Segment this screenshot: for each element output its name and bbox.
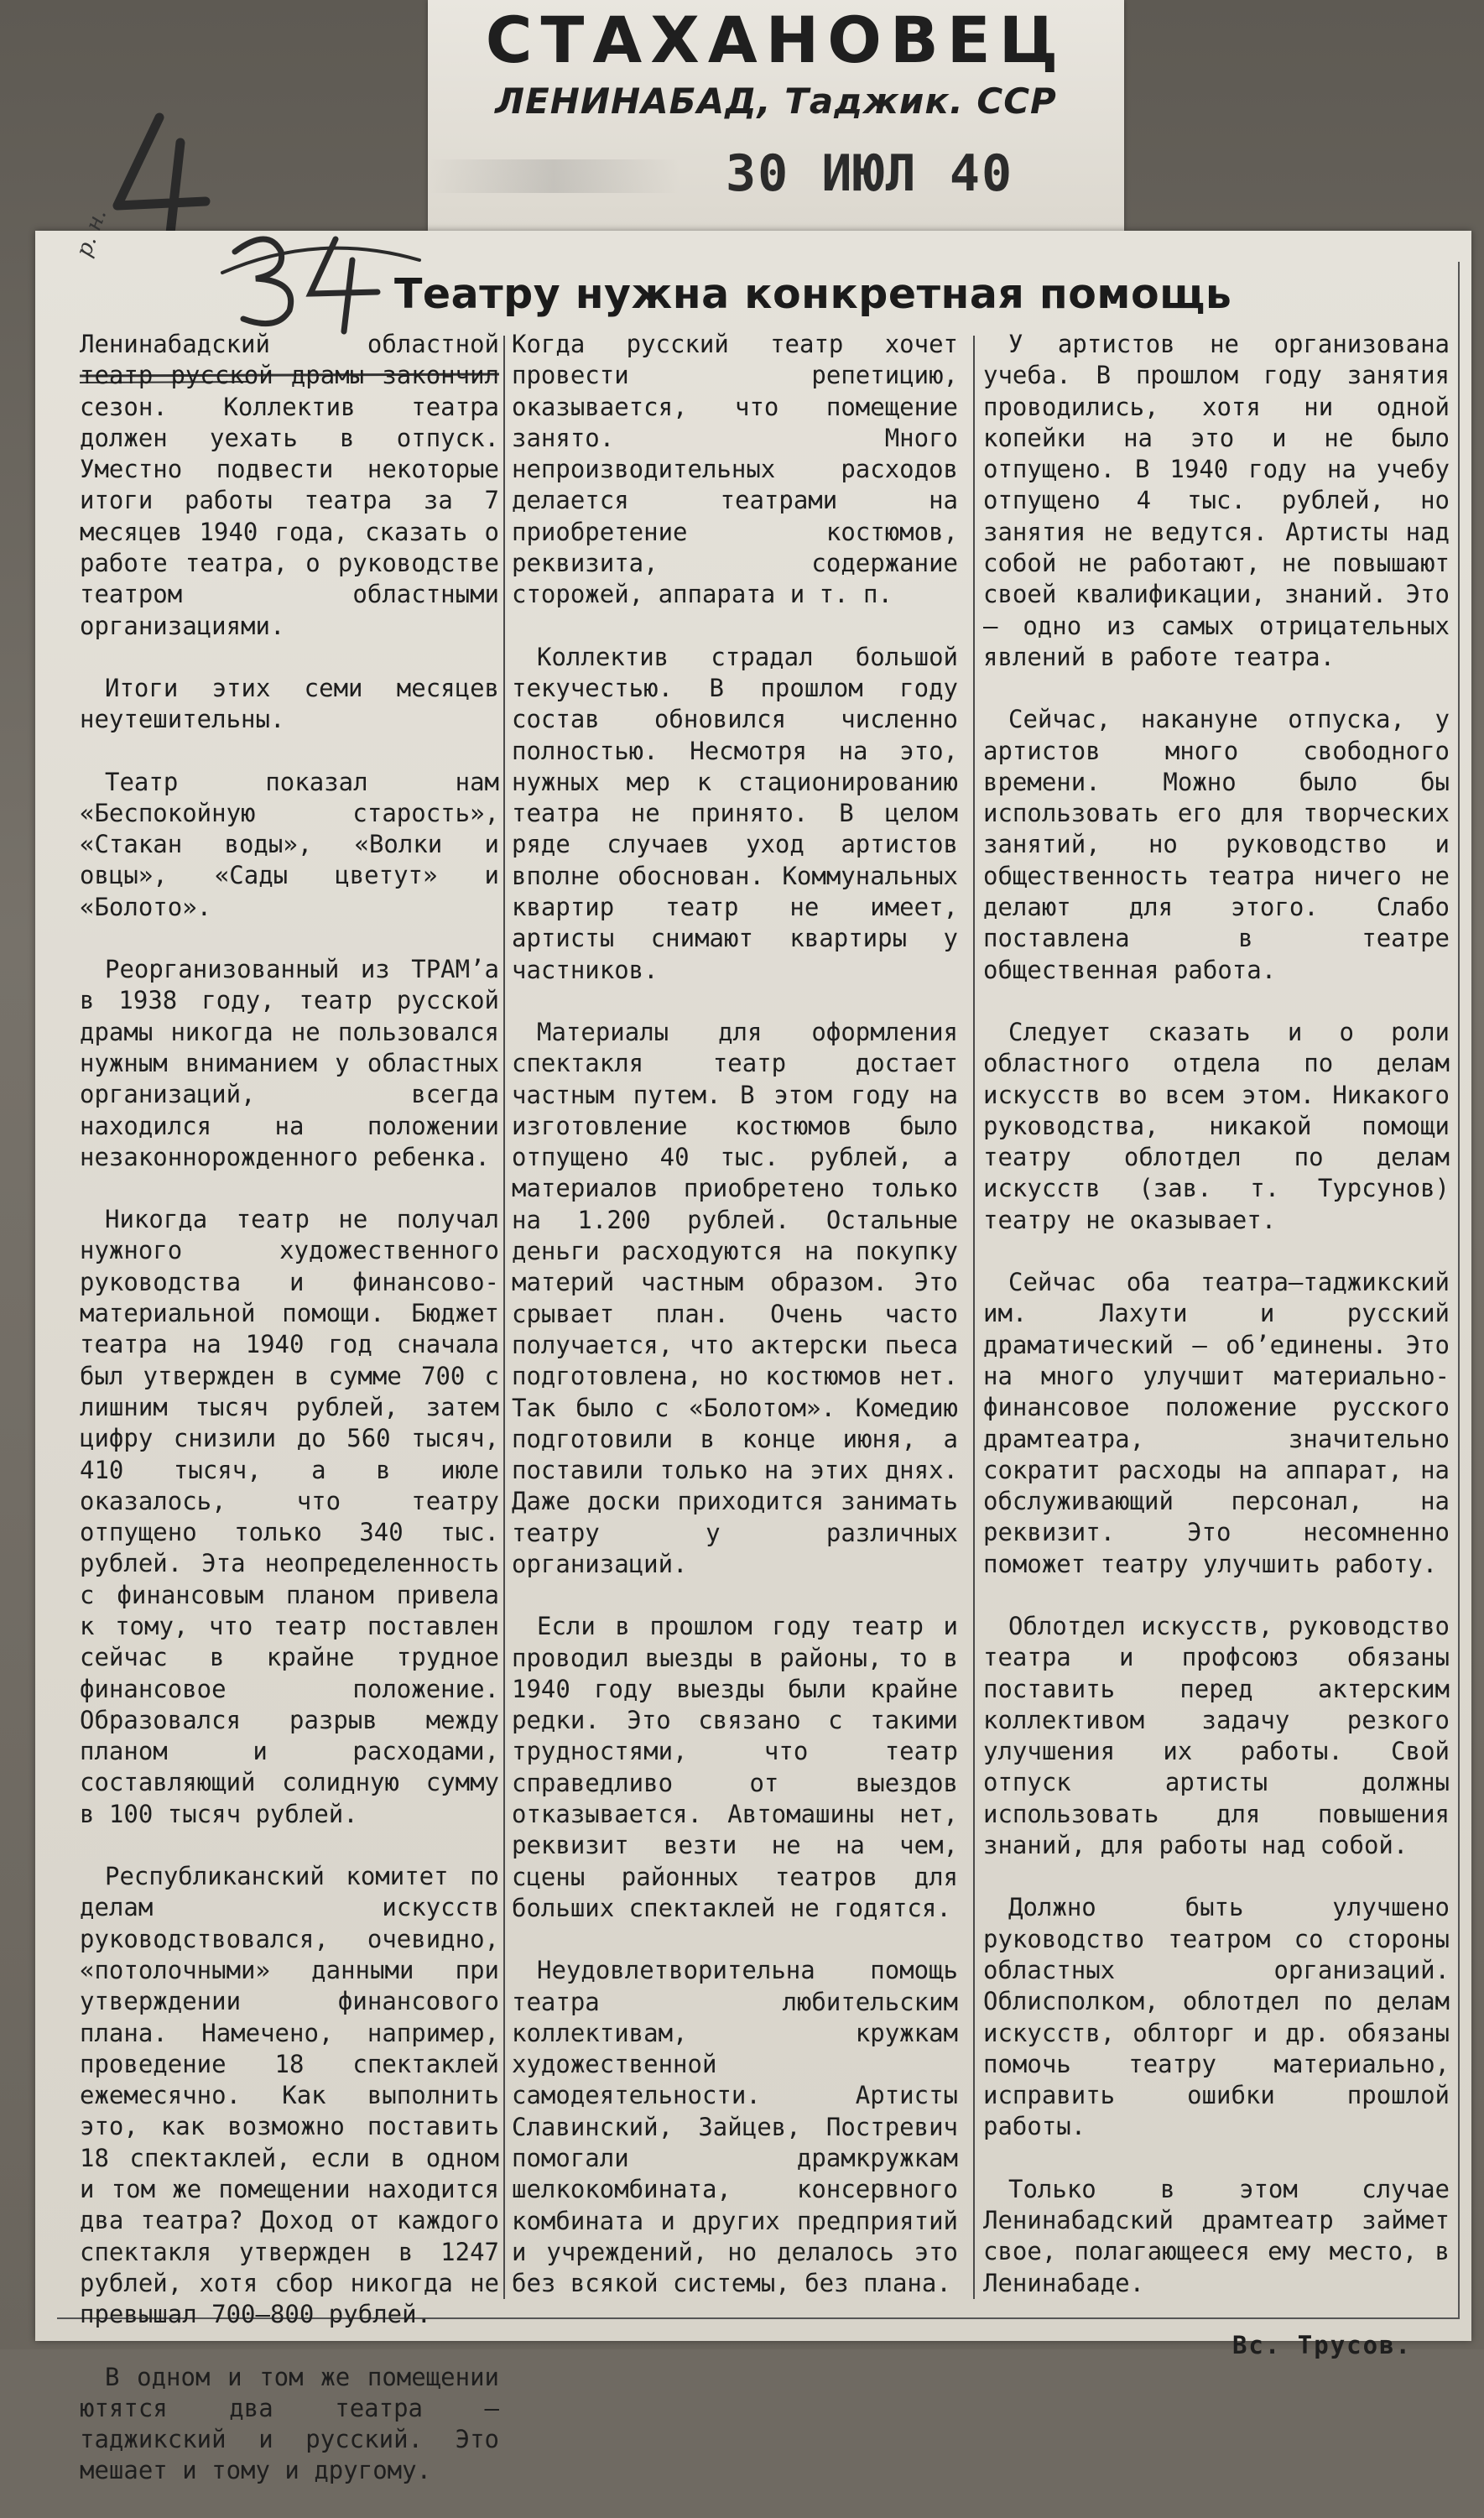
- paragraph: Театр показал нам «Беспокойную старость», «Стакан воды», «Волки и овцы», «Сады цветут» и «Болото».: [80, 767, 499, 921]
- paragraph: Если в прошлом году театр и проводил выезды в районы, то в 1940 году выезды были крайне редки. Это связано с такими трудностями, что театр справедливо от выездов отказывается. Автомашины нет, реквизит везти не на чем, сцены районных театров для больших спектаклей не годятся.: [512, 1612, 958, 1922]
- paragraph: Следует сказать и о роли областного отдела по делам искусств во всем этом. Никакого руководства, никакой помощи театру облотдел по делам искусств (зав. т. Турсунов) театру не оказывает.: [983, 1017, 1450, 1234]
- paragraph: Никогда театр не получал нужного художественного руководства и финансово-материальной помощи. Бюджет театра на 1940 год сначала был утвержден в сумме 700 с лишним тысяч рублей, затем цифру снизили до 560 тысяч, 410 тысяч, а в июле оказалось, что театру отпущено только 340 тыс. рублей. Эта неопределенность с финансовым планом привела к тому, что театр поставлен сейчас в крайне трудное финансовое положение. Образовался разрыв между планом и расходами, составляющий солидную сумму в 100 тысяч рублей.: [80, 1205, 499, 1828]
- newspaper-place: ЛЕНИНАБАД, Таджик. ССР: [495, 81, 1057, 122]
- margin-note: р. н.: [71, 205, 112, 261]
- paragraph: Реорганизованный из ТРАМ’а в 1938 году, театр русской драмы никогда не пользовался нужным вниманием у областных организаций, всегда находился на положении незаконнорожденного ребенка.: [80, 955, 499, 1171]
- author-signature: Вс. Трусов.: [1231, 2330, 1412, 2359]
- paragraph: Только в этом случае Ленинабадский драмтеатр займет свое, полагающееся ему место, в Ленинабаде.: [983, 2174, 1450, 2297]
- paragraph: Когда русский театр хочет провести репетицию, оказывается, что помещение занято. Много непроизводительных расходов делается театрами на приобретение костюмов, реквизита, содержание сторожей, аппарата и т. п.: [512, 330, 958, 609]
- paragraph: Республиканский комитет по делам искусств руководствовался, очевидно, «потолочными» данными при утверждении финансового плана. Намечено, например, проведение 18 спектаклей ежемесячно. Как выполнить это, как возможно поставить 18 спектаклей, если в одном и том же помещении находится два театра? Доход от каждого спектакля утвержден в 1247 рублей, хотя сбор никогда не превышал 700—800 рублей.: [80, 1862, 499, 2329]
- newspaper-title: СТАХАНОВЕЦ: [485, 3, 1067, 77]
- paragraph: Неудовлетворительна помощь театра любительским коллективам, кружкам художественной самодеятельности. Артисты Славинский, Зайцев, Постревич помогали драмкружкам шелкокомбината, консервного комбината и других предприятий и учреждений, но делалось это без всякой системы, без плана.: [512, 1956, 958, 2298]
- article-column-2: [512, 329, 958, 2331]
- paragraph: Должно быть улучшено руководство театром со стороны областных организаций. Облисполком, облотдел по делам искусств, облторг и др. обязаны помочь театру материально, исправить ошибки прошлой работы.: [983, 1893, 1450, 2141]
- paragraph: Сейчас, накануне отпуска, у артистов много свободного времени. Можно было бы использовать его для творческих занятий, но руководство и общественность театра ничего не делают для этого. Слабо поставлена в театре общественная работа.: [983, 705, 1450, 984]
- paragraph: Ленинабадский областной театр русской драмы закончил сезон. Коллектив театра должен уехать в отпуск. Уместно подвести некоторые итоги работы театра за 7 месяцев 1940 года, сказать о работе театра, о руководстве театром областными организациями.: [80, 330, 499, 640]
- column-rule-1: [503, 336, 505, 2299]
- date-stamp: 30 ИЮЛ 40: [726, 144, 1014, 203]
- article-column-3: [983, 329, 1450, 2392]
- paragraph: Материалы для оформления спектакля театр достает частным путем. В этом году на изготовление костюмов было отпущено 40 тыс. рублей, а материалов приобретено только на 1.200 рублей. Остальные деньги расходуются на покупку материй частным образом. Это срывает план. Очень часто получается, что актерски пьеса подготовлена, но костюмов нет. Так было с «Болотом». Комедию подготовили в конце июня, а поставили только на этих днях. Даже доски приходится занимать театру у различных организаций.: [512, 1017, 958, 1578]
- paragraph: У артистов не организована учеба. В прошлом году занятия проводились, хотя ни одной копейки на это и не было отпущено. В 1940 году на учебу отпущено 4 тыс. рублей, но занятия не ведутся. Артисты над собой не работают, не повышают своей квалификации, знаний. Это — одно из самых отрицательных явлений в работе театра.: [983, 330, 1450, 671]
- paragraph: Сейчас оба театра—таджикский им. Лахути и русский драматический — об’единены. Это на много улучшит материально-финансовое положение русского драмтеатра, значительно сократит расходы на аппарат, на обслуживающий персонал, на реквизит. Это несомненно поможет театру улучшить работу.: [983, 1268, 1450, 1578]
- column-rule-2: [973, 336, 975, 2299]
- masthead-stamp: [428, 0, 1124, 231]
- faded-stamp-text: [428, 159, 680, 193]
- article-headline: Театру нужна конкретная помощь: [394, 270, 1232, 318]
- paragraph: Коллектив страдал большой текучестью. В прошлом году состав обновился численно полностью. Несмотря на это, нужных мер к стационированию театра не принято. В целом ряде случаев уход артистов вполне обоснован. Коммунальных квартир театр не имеет, артисты снимают квартиры у частников.: [512, 642, 958, 984]
- article-column-1: [80, 329, 499, 2518]
- paragraph: В одном и том же помещении ютятся два театра — таджикский и русский. Это мешает и тому и другому.: [80, 2362, 499, 2485]
- paragraph: Облотдел искусств, руководство театра и профсоюз обязаны поставить перед актерским коллективом задачу резкого улучшения их работы. Свой отпуск артисты должны использовать для повышения знаний, для работы над собой.: [983, 1611, 1450, 1860]
- paragraph: Итоги этих семи месяцев неутешительны.: [80, 673, 499, 734]
